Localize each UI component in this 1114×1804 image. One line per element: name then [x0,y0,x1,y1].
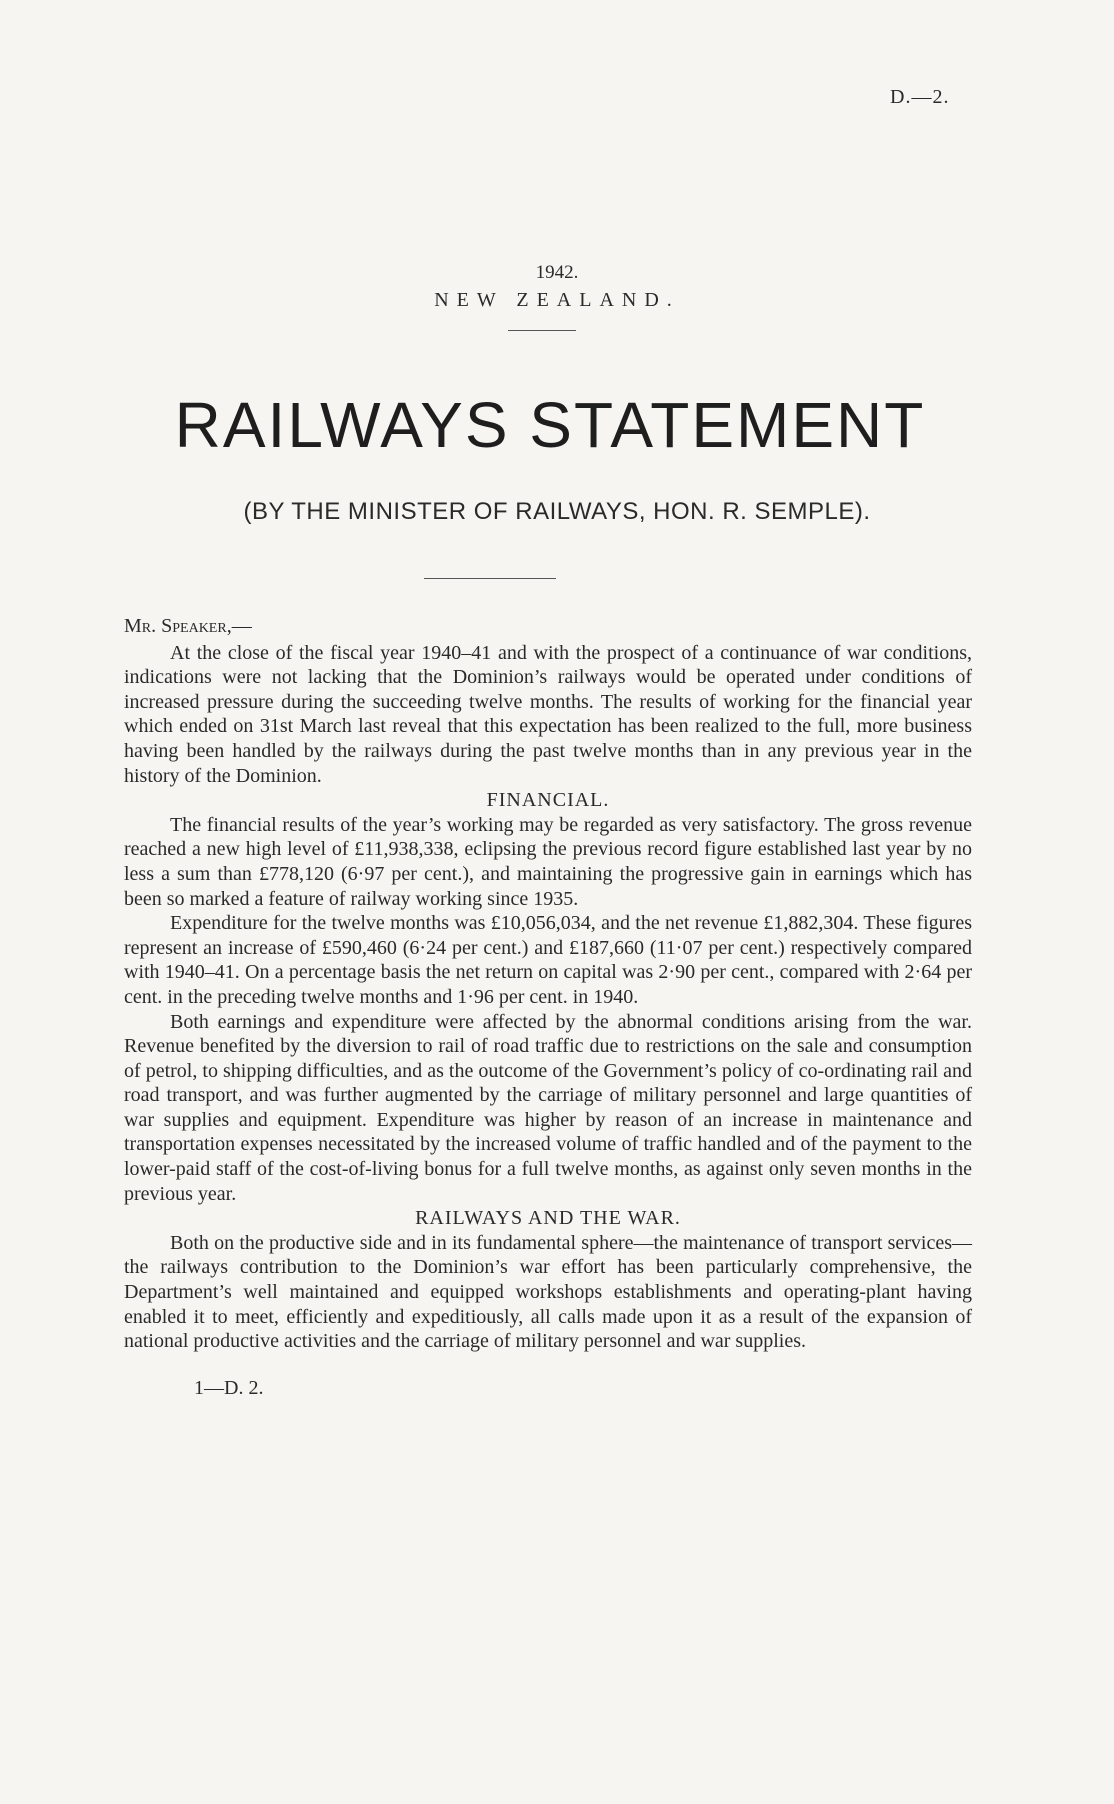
war-paragraph-1: Both on the productive side and in its fundamental sphere—the maintenance of transport services—the railways contribution to the Dominion’s war effort has been particularly comprehensive, the Department’s well maintained and equipped workshops establishments and operating-plant having enabled it to meet, efficiently and expeditiously, all calls made upon it as a result of the expansion of national productive activities and the carriage of military personnel and war supplies. [124,1231,972,1353]
document-subtitle: (BY THE MINISTER OF RAILWAYS, HON. R. SEMPLE). [243,498,871,525]
statement-body [124,614,972,1400]
divider-mid [424,578,556,579]
country-heading: NEW ZEALAND. [434,289,680,311]
intro-paragraph: At the close of the fiscal year 1940–41 and with the prospect of a continuance of war conditions, indications were not lacking that the Dominion’s railways would be operated under conditions of increased pressure during the succeeding twelve months. The results of working for the financial year which ended on 31st March last reveal that this expectation has been realized to the full, more business having been handled by the railways during the past twelve months than in any previous year in the history of the Dominion. [124,641,972,787]
document-title: RAILWAYS STATEMENT [174,389,926,461]
financial-paragraph-1: The financial results of the year’s working may be regarded as very satisfactory. The gross revenue reached a new high level of £11,938,338, eclipsing the previous record figure established last year by no less a sum than £778,120 (6·97 per cent.), and maintaining the progressive gain in earnings which has been so marked a feature of railway working since 1935. [124,813,972,910]
financial-paragraph-2: Expenditure for the twelve months was £10,056,034, and the net revenue £1,882,304. These figures represent an increase of £590,460 (6·24 per cent.) and £187,660 (11·07 per cent.) respectively compared with 1940–41. On a percentage basis the net return on capital was 2·90 per cent., compared with 2·64 per cent. in the preceding twelve months and 1·96 per cent. in 1940. [124,912,972,1008]
page-reference: D.—2. [890,86,950,108]
document-year: 1942. [535,262,579,283]
signature-code: 1—D. 2. [194,1376,264,1399]
salutation: Mr. Speaker,— [124,615,252,637]
divider-short [508,330,576,331]
section-heading-railways-and-war: RAILWAYS AND THE WAR. [415,1207,681,1230]
section-heading-financial: FINANCIAL. [486,789,610,812]
financial-paragraph-3: Both earnings and expenditure were affected by the abnormal conditions arising from the war. Revenue benefited by the diversion to rail of road traffic due to restrictions on the sale and consumption of petrol, to shipping difficulties, and as the outcome of the Government’s policy of co-ordinating rail and road transport, and was further augmented by the carriage of military personnel and large quantities of war supplies and equipment. Expenditure was higher by reason of an increase in maintenance and transportation expenses necessitated by the increased volume of traffic handled and of the payment to the lower-paid staff of the cost-of-living bonus for a full twelve months, as against only seven months in the previous year. [124,1010,972,1205]
